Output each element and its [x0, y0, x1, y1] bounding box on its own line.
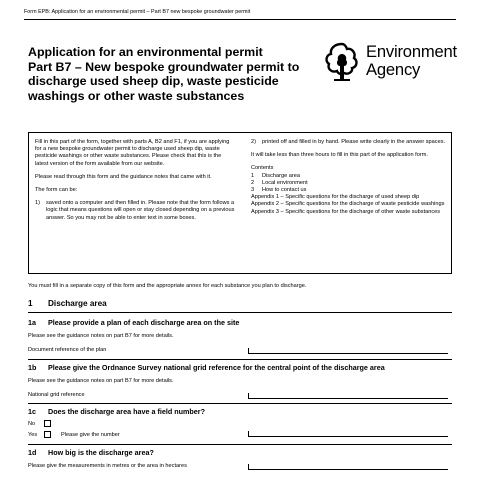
title-line: Application for an environmental permit [28, 45, 263, 59]
separate-copy-note: You must fill in a separate copy of this form and the appropriate annex for each substance you plan to discharge. [28, 283, 307, 289]
question-1a-guidance: Please see the guidance notes on part B7 for more details. [28, 333, 174, 339]
no-checkbox[interactable] [44, 420, 51, 427]
question-divider [28, 359, 452, 360]
appendix-item: Appendix 2 – Specific questions for the discharge of waste pesticide washings [251, 201, 445, 208]
intro-right-column [251, 139, 447, 216]
intro-left-column [35, 139, 235, 222]
yes-checkbox[interactable] [44, 431, 51, 438]
intro-paragraph: Fill in this part of the form, together with parts A, B2 and F1, if you are applying for a new bespoke groundwater permit to discharge used sheep dip, waste pesticide washings or other waste substances. Please check that this is the latest version of the form available from our website. [35, 139, 230, 167]
question-1b-guidance: Please see the guidance notes on part B7 for more details. [28, 378, 174, 384]
contents-item: 3 How to contact us [251, 187, 307, 194]
question-1c-heading: 1c Does the discharge area have a field number? [28, 407, 205, 416]
question-1a-heading: 1a Please provide a plan of each discharge area on the site [28, 318, 240, 327]
contents-heading: Contents [251, 165, 274, 172]
plan-reference-label: Document reference of the plan [28, 347, 107, 353]
time-note: It will take less than three hours to fill in this part of the application form. [251, 152, 428, 159]
title-line: Part B7 – New bespoke groundwater permit to [28, 59, 300, 74]
title-line: discharge used sheep dip, waste pesticide [28, 74, 279, 89]
intro-paragraph: The form can be: [35, 187, 78, 194]
form-title [28, 45, 318, 103]
section-1-heading: 1 Discharge area [28, 299, 107, 308]
header-divider [24, 19, 456, 20]
logo-word-agency: Agency [366, 60, 421, 79]
question-divider [28, 444, 452, 445]
option-no-label: No [28, 420, 36, 427]
question-1b-heading: 1b Please give the Ordnance Survey national grid reference for the central point of the discharge area [28, 363, 385, 372]
appendix-item: Appendix 3 – Specific questions for the discharge of other waste substances [251, 208, 441, 215]
field-number-prompt: Please give the number [61, 431, 120, 438]
contents-item: 2 Local environment [251, 179, 308, 186]
intro-option-2: 2) printed off and filled in by hand. Please write clearly in the answer spaces. [251, 139, 446, 145]
question-1d-guidance: Please give the measurements in metres or the area in hectares [28, 463, 187, 469]
environment-agency-logo [322, 40, 462, 84]
title-line: washings or other waste substances [28, 88, 245, 103]
intro-box [28, 132, 452, 274]
grid-reference-label: National grid reference [28, 392, 85, 398]
question-divider [28, 403, 452, 404]
running-header: Form EPB: Application for an environmental permit – Part B7 new bespoke groundwater permit [24, 9, 251, 15]
tree-logo-icon [322, 40, 362, 84]
option-yes-label: Yes [28, 431, 38, 438]
grid-reference-field[interactable] [248, 393, 448, 399]
field-number-field[interactable] [248, 431, 448, 437]
intro-option-1: 1) saved onto a computer and then filled in. Please note that the form follows a logic that means questions will open or stay closed depending on a previous answer. So you may not be able to enter text in some boxes. [35, 200, 235, 221]
appendix-item: Appendix 1 – Specific questions for the discharge of used sheep dip [251, 194, 420, 201]
contents-item: 1 Discharge area [251, 172, 300, 179]
option-yes [28, 431, 120, 438]
intro-paragraph: Please read through this form and the guidance notes that came with it. [35, 173, 212, 180]
section-divider [28, 312, 452, 313]
discharge-area-size-field[interactable] [248, 464, 448, 470]
plan-reference-field[interactable] [248, 348, 448, 354]
option-no [28, 420, 51, 427]
question-1d-heading: 1d How big is the discharge area? [28, 448, 154, 457]
logo-word-environment: Environment [366, 42, 457, 61]
